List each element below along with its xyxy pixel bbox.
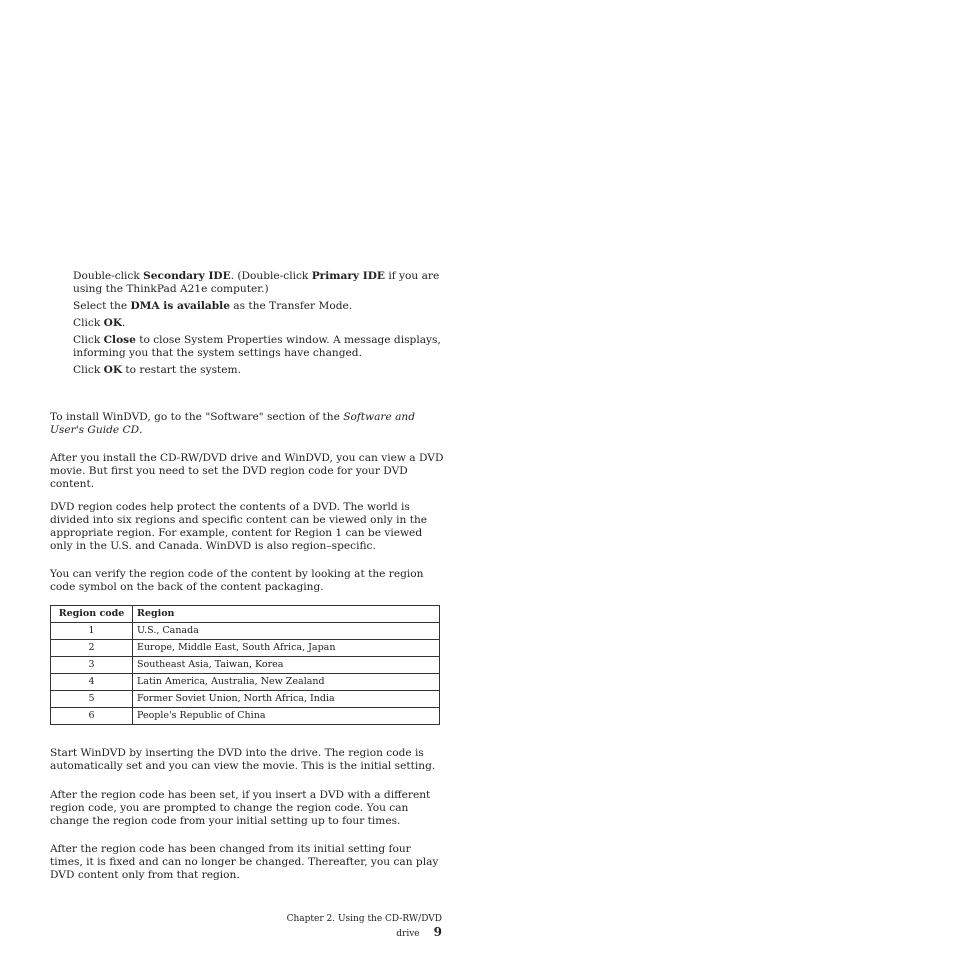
- step-3: Click OK.: [73, 317, 126, 329]
- table-row: 2 Europe, Middle East, South Africa, Japan: [51, 640, 440, 657]
- table-row: 1 U.S., Canada: [51, 623, 440, 640]
- paragraph-verify: You can verify the region code of the content by looking at the region code symbol on the back of the content packaging.: [50, 568, 424, 593]
- table-row: 4 Latin America, Australia, New Zealand: [51, 674, 440, 691]
- paragraph-after-changed: After the region code has been changed from its initial setting four times, it is fixed and can no longer be changed. Thereafter, you can play DVD content only from that region.: [50, 843, 439, 881]
- step-2: Select the DMA is available as the Transfer Mode.: [73, 300, 353, 312]
- region-code-table: [50, 605, 440, 725]
- page-number: 9: [433, 925, 442, 939]
- header-region: Region: [133, 606, 440, 623]
- paragraph-start-windvd: Start WinDVD by inserting the DVD into the drive. The region code is automatically set and you can view the movie. This is the initial setting.: [50, 747, 436, 772]
- table-row: 6 People's Republic of China: [51, 708, 440, 725]
- paragraph-after-install: After you install the CD-RW/DVD drive and WinDVD, you can view a DVD movie. But first you need to set the DVD region code for your DVD content.: [50, 452, 444, 490]
- table-row: 5 Former Soviet Union, North Africa, India: [51, 691, 440, 708]
- procedure-steps: [73, 270, 443, 381]
- step-1: Double-click Secondary IDE. (Double-click Primary IDE if you are using the ThinkPad A21e computer.): [73, 270, 440, 295]
- secondary-ide-label: Secondary IDE: [143, 270, 231, 282]
- paragraph-after-set: After the region code has been set, if you insert a DVD with a different region code, you are prompted to change the region code. You can change the region code from your initial setting up to four times.: [50, 789, 431, 827]
- table-header-row: [51, 606, 440, 623]
- primary-ide-label: Primary IDE: [311, 270, 385, 282]
- step-4: Click Close to close System Properties window. A message displays, informing you that the system settings have changed.: [73, 334, 441, 359]
- guide-title: Software and User's Guide CD: [50, 411, 416, 436]
- install-paragraph: To install WinDVD, go to the "Software" section of the Software and User's Guide CD.: [50, 411, 416, 436]
- paragraph-region-codes: DVD region codes help protect the contents of a DVD. The world is divided into six regions and specific content can be viewed only in the appropriate region. For example, content for Region 1 can be viewed only in the U.S. and Canada. WinDVD is also region–specific.: [50, 501, 428, 552]
- table-row: 3 Southeast Asia, Taiwan, Korea: [51, 657, 440, 674]
- step-5: Click OK to restart the system.: [73, 364, 241, 376]
- chapter-title: Chapter 2. Using the CD-RW/DVD drive: [286, 914, 442, 939]
- page-footer: [262, 913, 442, 941]
- header-region-code: Region code: [51, 606, 133, 623]
